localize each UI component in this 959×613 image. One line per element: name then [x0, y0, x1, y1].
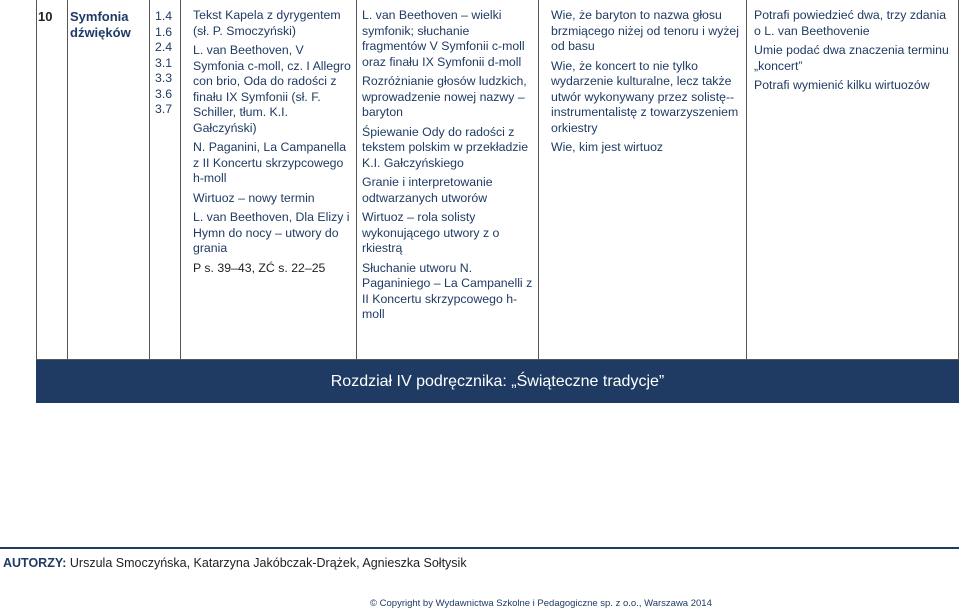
- knowledge-item: Wie, że baryton to nazwa głosu brzmiącego niżej od tenoru i wyżej od basu: [551, 8, 739, 53]
- repertoire-item: Tekst Kapela z dyrygentem (sł. P. Smoczyński): [193, 8, 341, 38]
- activity-item: Granie i interpretowanie odtwarzanych utworów: [362, 175, 493, 205]
- code: 3.6: [155, 86, 173, 101]
- code: 1.4: [155, 9, 173, 23]
- authors-label: AUTORZY:: [3, 556, 67, 570]
- knowledge-item: Wie, kim jest wirtuoz: [551, 140, 664, 154]
- table-divider-6: [746, 0, 747, 360]
- repertoire-item: P s. 39–43, ZĆ s. 22–25: [193, 260, 326, 275]
- activity-item: Rozróżnianie głosów ludzkich, wprowadzenie nowej nazwy – baryton: [362, 74, 527, 119]
- skill-item: Umie podać dwa znaczenia terminu „koncert”: [754, 43, 949, 73]
- skill-item: Potrafi powiedzieć dwa, trzy zdania o L. van Beethovenie: [754, 8, 947, 38]
- chapter-banner-title: Rozdział IV podręcznika: „Świąteczne tradycje”: [330, 373, 665, 390]
- repertoire-item: N. Paganini, La Campanella z II Koncertu skrzypcowego h-moll: [193, 140, 347, 185]
- lesson-number: 10: [38, 9, 53, 24]
- footer-separator: [0, 547, 959, 549]
- chapter-banner: [36, 360, 959, 403]
- table-divider-2: [149, 0, 150, 360]
- repertoire-item: Wirtuoz – nowy termin: [193, 190, 315, 205]
- lesson-topic-line: dźwięków: [70, 25, 131, 40]
- repertoire-column: [193, 8, 351, 280]
- skill-item: Potrafi wymienić kilku wirtuozów: [754, 78, 930, 92]
- knowledge-column: [551, 8, 741, 160]
- activity-item: Słuchanie utworu N. Paganiniego – La Campanelli z II Koncertu skrzypcowego h-moll: [362, 260, 533, 321]
- activity-item: Śpiewanie Ody do radości z tekstem polskim w przekładzie K.I. Gałczyńskiego: [362, 124, 529, 170]
- copyright-notice: © Copyright by Wydawnictwa Szkolne i Pedagogiczne sp. z o.o., Warszawa 2014: [370, 598, 712, 609]
- lesson-topic-line: Symfonia: [70, 9, 129, 24]
- authors-names: Urszula Smoczyńska, Katarzyna Jakóbczak-Drążek, Agnieszka Sołtysik: [69, 556, 467, 570]
- skills-column: [754, 8, 954, 98]
- code: 3.1: [155, 55, 173, 70]
- repertoire-item: L. van Beethoven, Dla Elizy i Hymn do nocy – utwory do grania: [193, 210, 350, 255]
- code: 3.7: [155, 102, 173, 116]
- activity-item: L. van Beethoven – wielki symfonik; słuchanie fragmentów V Symfonii c-moll oraz finału IX Symfonii d-moll: [362, 8, 525, 69]
- table-divider-1: [67, 0, 68, 360]
- repertoire-item: L. van Beethoven, V Symfonia c-moll, cz. I Allegro con brio, Oda do radości z finału IX Symfonii (sł. F. Schiller, tłum. K.I. Gałczyński): [193, 43, 351, 135]
- knowledge-item: Wie, że koncert to nie tylko wydarzenie kulturalne, lecz także utwór wykonywany przez solistę--instrumentalistę z towarzyszeniem orkiestry: [551, 58, 739, 135]
- table-divider-3: [180, 0, 181, 360]
- activities-column: [362, 8, 534, 327]
- code: 2.4: [155, 40, 173, 54]
- code: 1.6: [155, 24, 173, 39]
- activity-item: Wirtuoz – rola solisty wykonującego utwory z o rkiestrą: [362, 210, 500, 255]
- code: 3.3: [155, 71, 173, 85]
- authors-line: [3, 556, 467, 570]
- curriculum-codes: [155, 9, 172, 118]
- table-divider-5: [538, 0, 539, 360]
- table-divider-4: [356, 0, 357, 360]
- table-border-left: [36, 0, 37, 360]
- lesson-topic: [70, 9, 131, 41]
